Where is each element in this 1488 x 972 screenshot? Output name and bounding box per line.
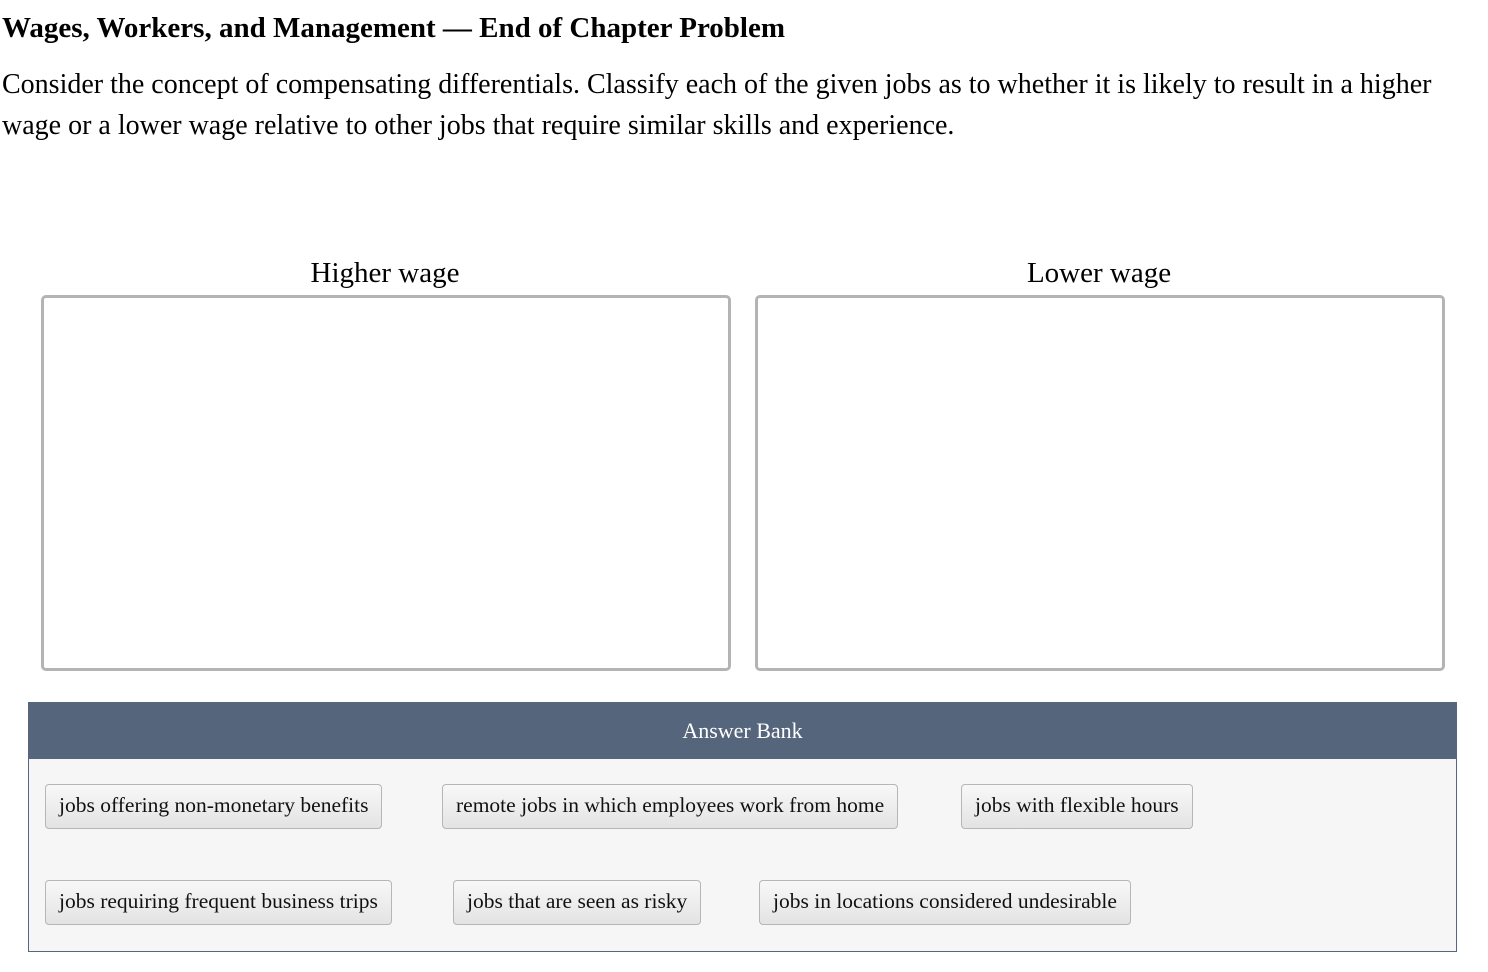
answer-chip-undesirable-locations[interactable]: jobs in locations considered undesirable [759, 880, 1131, 925]
lower-wage-drop-zone[interactable] [755, 295, 1445, 671]
answer-chip-business-trips[interactable]: jobs requiring frequent business trips [45, 880, 392, 925]
answer-chip-risky-jobs[interactable]: jobs that are seen as risky [453, 880, 701, 925]
higher-wage-drop-zone[interactable] [41, 295, 731, 671]
answer-chip-non-monetary-benefits[interactable]: jobs offering non-monetary benefits [45, 784, 382, 829]
answer-bank-header: Answer Bank [29, 703, 1456, 759]
problem-title: Wages, Workers, and Management — End of Chapter Problem [2, 12, 786, 44]
problem-prompt: Consider the concept of compensating differentials. Classify each of the given jobs as to whether it is likely to result in a higher wage or a lower wage relative to other jobs that require similar skills and experience. [2, 69, 1432, 141]
answer-chip-flexible-hours[interactable]: jobs with flexible hours [961, 784, 1193, 829]
higher-wage-label: Higher wage [310, 257, 460, 289]
answer-chip-remote-jobs[interactable]: remote jobs in which employees work from home [442, 784, 898, 829]
lower-wage-label: Lower wage [1026, 257, 1172, 289]
answer-bank [28, 702, 1457, 952]
